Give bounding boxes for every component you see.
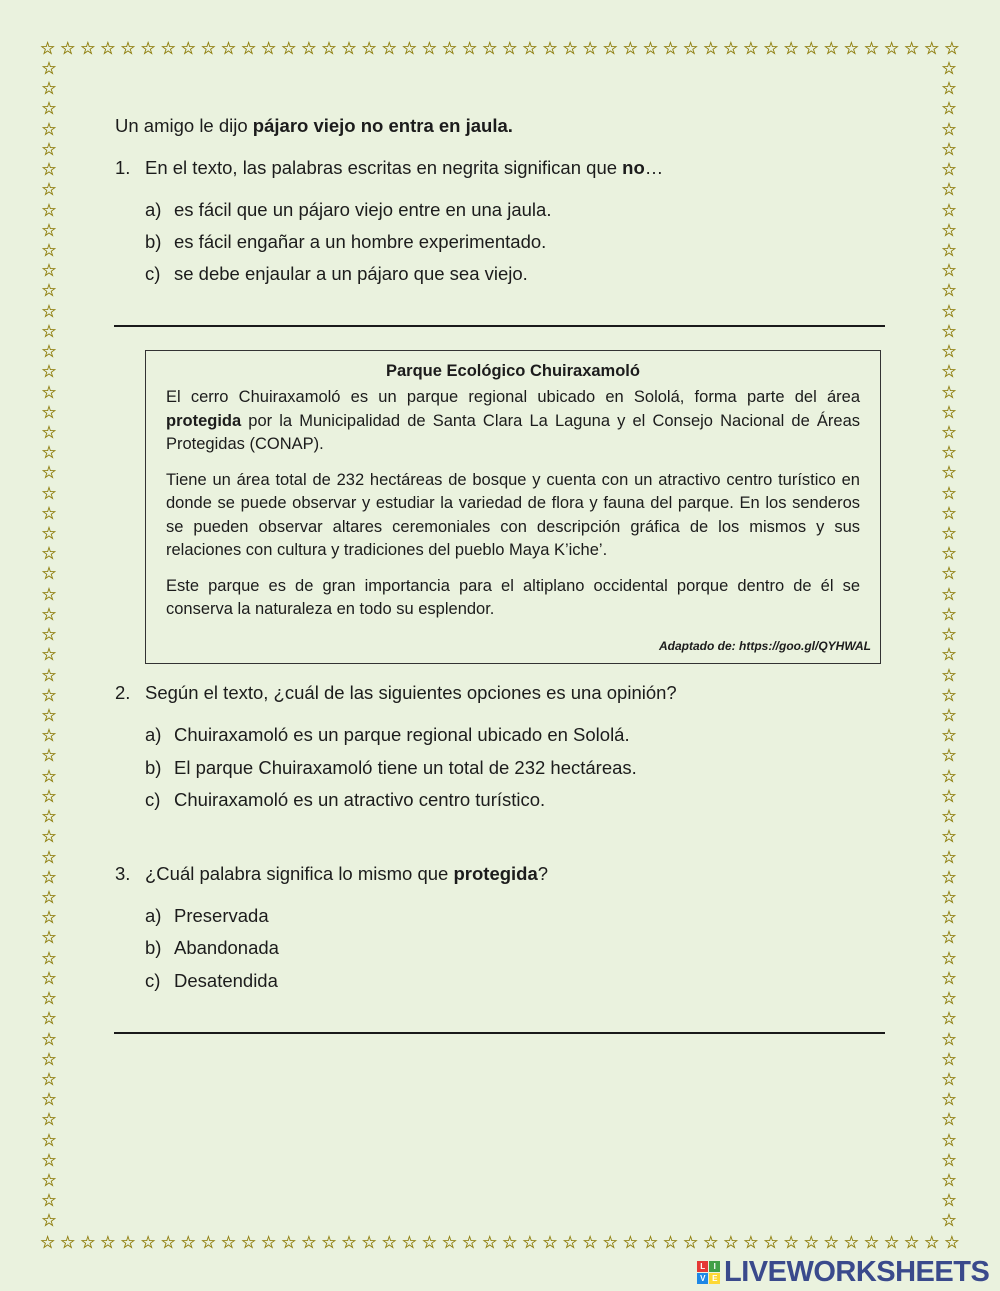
question-3 bbox=[115, 863, 548, 885]
star-icon: ☆ bbox=[321, 1232, 337, 1252]
star-icon: ☆ bbox=[941, 301, 957, 321]
star-icon: ☆ bbox=[220, 1232, 237, 1252]
star-icon: ☆ bbox=[622, 38, 638, 58]
star-icon: ☆ bbox=[941, 786, 957, 806]
star-icon: ☆ bbox=[100, 38, 116, 58]
star-icon: ☆ bbox=[924, 1232, 940, 1252]
star-icon: ☆ bbox=[542, 38, 558, 58]
star-icon: ☆ bbox=[743, 1232, 759, 1252]
star-icon: ☆ bbox=[41, 483, 57, 503]
star-icon: ☆ bbox=[941, 402, 957, 422]
reading-title: Parque Ecológico Chuiraxamoló bbox=[386, 362, 640, 380]
option-letter: b) bbox=[145, 757, 162, 778]
star-icon: ☆ bbox=[41, 220, 57, 240]
star-icon: ☆ bbox=[941, 1211, 957, 1231]
star-icon: ☆ bbox=[941, 139, 957, 159]
logo-icon-cell: I bbox=[709, 1261, 720, 1272]
star-icon: ☆ bbox=[41, 1029, 57, 1049]
star-icon: ☆ bbox=[941, 928, 957, 948]
star-icon: ☆ bbox=[941, 1130, 957, 1150]
star-icon: ☆ bbox=[100, 1232, 116, 1252]
question-3-option-b[interactable] bbox=[145, 937, 279, 959]
star-icon: ☆ bbox=[542, 1232, 558, 1252]
star-icon: ☆ bbox=[41, 706, 57, 725]
star-icon: ☆ bbox=[863, 1232, 880, 1252]
star-icon: ☆ bbox=[41, 604, 57, 624]
option-letter: b) bbox=[145, 231, 162, 252]
star-icon: ☆ bbox=[40, 1232, 56, 1252]
reading-box bbox=[145, 350, 881, 664]
star-icon: ☆ bbox=[41, 726, 57, 746]
star-icon: ☆ bbox=[361, 38, 377, 58]
star-icon: ☆ bbox=[180, 1232, 196, 1252]
question-1-option-b[interactable] bbox=[145, 231, 546, 253]
star-icon: ☆ bbox=[941, 766, 957, 786]
star-icon: ☆ bbox=[944, 38, 960, 58]
star-icon: ☆ bbox=[40, 38, 56, 58]
star-icon: ☆ bbox=[783, 1232, 799, 1252]
star-icon: ☆ bbox=[160, 38, 176, 58]
star-icon: ☆ bbox=[301, 38, 317, 58]
star-icon: ☆ bbox=[522, 1232, 538, 1252]
star-icon: ☆ bbox=[140, 38, 156, 58]
option-text: Chuiraxamoló es un parque regional ubicado en Sololá. bbox=[174, 724, 630, 745]
star-icon: ☆ bbox=[941, 261, 957, 281]
star-icon: ☆ bbox=[941, 422, 957, 442]
star-icon: ☆ bbox=[823, 38, 839, 58]
star-icon: ☆ bbox=[200, 38, 216, 58]
star-icon: ☆ bbox=[803, 1232, 819, 1252]
star-icon: ☆ bbox=[140, 1232, 156, 1252]
question-number: 3. bbox=[115, 863, 131, 884]
star-icon: ☆ bbox=[941, 847, 957, 867]
star-icon: ☆ bbox=[41, 645, 57, 665]
star-icon: ☆ bbox=[41, 564, 57, 584]
star-icon: ☆ bbox=[941, 1110, 957, 1130]
reading-paragraph-3: Este parque es de gran importancia para el altiplano occidental porque dentro de él se conserva la naturaleza en todo su esplendor. bbox=[166, 576, 860, 618]
star-icon: ☆ bbox=[883, 38, 900, 58]
star-icon: ☆ bbox=[941, 685, 957, 705]
logo-icon-cell: E bbox=[709, 1273, 720, 1284]
star-icon: ☆ bbox=[41, 240, 57, 260]
star-icon: ☆ bbox=[41, 281, 57, 301]
star-icon: ☆ bbox=[723, 1232, 739, 1252]
star-icon: ☆ bbox=[60, 38, 76, 58]
star-icon: ☆ bbox=[240, 1232, 257, 1252]
star-icon: ☆ bbox=[41, 362, 57, 382]
star-icon: ☆ bbox=[41, 766, 57, 786]
star-icon: ☆ bbox=[622, 1232, 638, 1252]
reading-paragraph-1 bbox=[166, 386, 860, 457]
star-icon: ☆ bbox=[41, 524, 57, 544]
divider-2 bbox=[114, 1032, 885, 1034]
star-icon: ☆ bbox=[482, 38, 498, 58]
star-icon: ☆ bbox=[41, 261, 57, 281]
star-icon: ☆ bbox=[41, 1049, 57, 1069]
option-letter: c) bbox=[145, 263, 161, 284]
star-icon: ☆ bbox=[41, 119, 57, 139]
star-icon: ☆ bbox=[941, 1090, 957, 1110]
star-icon: ☆ bbox=[941, 584, 957, 604]
star-icon: ☆ bbox=[421, 1232, 438, 1252]
star-icon: ☆ bbox=[461, 38, 478, 58]
star-icon: ☆ bbox=[562, 1232, 578, 1252]
star-icon: ☆ bbox=[723, 38, 739, 58]
star-icon: ☆ bbox=[261, 38, 277, 58]
star-icon: ☆ bbox=[602, 1232, 618, 1252]
star-icon: ☆ bbox=[41, 1009, 57, 1029]
star-icon: ☆ bbox=[281, 38, 297, 58]
star-icon: ☆ bbox=[941, 382, 957, 402]
star-icon: ☆ bbox=[41, 321, 57, 341]
star-icon: ☆ bbox=[941, 1029, 957, 1049]
star-icon: ☆ bbox=[281, 1232, 297, 1252]
star-icon: ☆ bbox=[941, 281, 957, 301]
star-icon: ☆ bbox=[361, 1232, 377, 1252]
star-icon: ☆ bbox=[381, 38, 397, 58]
star-icon: ☆ bbox=[941, 706, 957, 725]
border-right-stars bbox=[939, 60, 959, 1230]
question-3-option-a[interactable] bbox=[145, 905, 269, 927]
border-left-stars bbox=[39, 60, 59, 1230]
star-icon: ☆ bbox=[41, 968, 57, 988]
question-2-option-a[interactable] bbox=[145, 724, 630, 746]
reading-p1-after: por la Municipalidad de Santa Clara La Laguna y el Consejo Nacional de Áreas Protegidas (CONAP). bbox=[166, 411, 860, 453]
star-icon: ☆ bbox=[341, 38, 357, 58]
star-icon: ☆ bbox=[261, 1232, 277, 1252]
star-icon: ☆ bbox=[41, 928, 57, 948]
star-icon: ☆ bbox=[381, 1232, 397, 1252]
star-icon: ☆ bbox=[41, 1150, 57, 1170]
star-icon: ☆ bbox=[941, 807, 957, 827]
reading-paragraph-2: Tiene un área total de 232 hectáreas de bosque y cuenta con un atractivo centro turístico en donde se puede observar y estudiar la variedad de flora y fauna del parque. En los senderos se pueden observar altares ceremoniales con descripción gráfica de los mismos y sus relaciones con cultura y tradiciones del pueblo Maya K’iche’. bbox=[166, 470, 860, 559]
intro-proverb: pájaro viejo no entra en jaula. bbox=[252, 115, 513, 136]
question-2 bbox=[115, 682, 677, 704]
star-icon: ☆ bbox=[41, 887, 57, 907]
star-icon: ☆ bbox=[482, 1232, 498, 1252]
star-icon: ☆ bbox=[321, 38, 337, 58]
star-icon: ☆ bbox=[41, 584, 57, 604]
star-icon: ☆ bbox=[41, 867, 57, 887]
star-icon: ☆ bbox=[401, 38, 417, 58]
star-icon: ☆ bbox=[41, 908, 57, 928]
star-icon: ☆ bbox=[41, 1110, 57, 1130]
question-3-bold: protegida bbox=[453, 863, 538, 884]
star-icon: ☆ bbox=[642, 1232, 659, 1252]
star-icon: ☆ bbox=[683, 1232, 699, 1252]
star-icon: ☆ bbox=[803, 38, 819, 58]
star-icon: ☆ bbox=[41, 139, 57, 159]
star-icon: ☆ bbox=[41, 59, 57, 78]
star-icon: ☆ bbox=[41, 99, 57, 119]
star-icon: ☆ bbox=[41, 443, 57, 463]
star-icon: ☆ bbox=[823, 1232, 839, 1252]
star-icon: ☆ bbox=[941, 321, 957, 341]
star-icon: ☆ bbox=[120, 38, 136, 58]
star-icon: ☆ bbox=[41, 503, 57, 523]
star-icon: ☆ bbox=[522, 38, 538, 58]
star-icon: ☆ bbox=[941, 1191, 957, 1211]
star-icon: ☆ bbox=[160, 1232, 176, 1252]
star-icon: ☆ bbox=[941, 746, 957, 766]
star-icon: ☆ bbox=[941, 948, 957, 968]
star-icon: ☆ bbox=[941, 827, 957, 847]
star-icon: ☆ bbox=[41, 827, 57, 847]
star-icon: ☆ bbox=[941, 160, 957, 180]
star-icon: ☆ bbox=[41, 665, 57, 685]
star-icon: ☆ bbox=[941, 342, 957, 362]
star-icon: ☆ bbox=[941, 220, 957, 240]
star-icon: ☆ bbox=[41, 625, 57, 645]
question-3-option-c[interactable] bbox=[145, 970, 278, 992]
star-icon: ☆ bbox=[941, 463, 957, 483]
star-icon: ☆ bbox=[863, 38, 880, 58]
star-icon: ☆ bbox=[41, 200, 57, 220]
star-icon: ☆ bbox=[783, 38, 799, 58]
star-icon: ☆ bbox=[941, 908, 957, 928]
star-icon: ☆ bbox=[941, 180, 957, 200]
star-icon: ☆ bbox=[41, 180, 57, 200]
star-icon: ☆ bbox=[200, 1232, 216, 1252]
intro-prefix: Un amigo le dijo bbox=[115, 115, 253, 136]
question-1-option-a[interactable] bbox=[145, 199, 551, 221]
star-icon: ☆ bbox=[301, 1232, 317, 1252]
question-2-option-c[interactable] bbox=[145, 789, 545, 811]
star-icon: ☆ bbox=[80, 1232, 96, 1252]
star-icon: ☆ bbox=[41, 463, 57, 483]
star-icon: ☆ bbox=[120, 1232, 136, 1252]
option-letter: c) bbox=[145, 970, 161, 991]
star-icon: ☆ bbox=[941, 1009, 957, 1029]
star-icon: ☆ bbox=[341, 1232, 357, 1252]
star-icon: ☆ bbox=[41, 1211, 57, 1231]
star-icon: ☆ bbox=[941, 968, 957, 988]
star-icon: ☆ bbox=[41, 948, 57, 968]
star-icon: ☆ bbox=[941, 524, 957, 544]
star-icon: ☆ bbox=[80, 38, 96, 58]
star-icon: ☆ bbox=[683, 38, 699, 58]
star-icon: ☆ bbox=[441, 1232, 458, 1252]
star-icon: ☆ bbox=[763, 38, 779, 58]
option-text: es fácil engañar a un hombre experimentado. bbox=[174, 231, 547, 252]
star-icon: ☆ bbox=[461, 1232, 478, 1252]
star-icon: ☆ bbox=[41, 160, 57, 180]
star-icon: ☆ bbox=[41, 342, 57, 362]
question-number: 1. bbox=[115, 157, 131, 178]
star-icon: ☆ bbox=[41, 1171, 57, 1191]
star-icon: ☆ bbox=[41, 1090, 57, 1110]
star-icon: ☆ bbox=[941, 726, 957, 746]
star-icon: ☆ bbox=[602, 38, 618, 58]
star-icon: ☆ bbox=[763, 1232, 779, 1252]
option-text: se debe enjaular a un pájaro que sea viejo. bbox=[174, 263, 528, 284]
star-icon: ☆ bbox=[941, 503, 957, 523]
star-icon: ☆ bbox=[41, 79, 57, 99]
option-letter: b) bbox=[145, 937, 162, 958]
star-icon: ☆ bbox=[941, 645, 957, 665]
star-icon: ☆ bbox=[41, 1191, 57, 1211]
question-number: 2. bbox=[115, 682, 131, 703]
star-icon: ☆ bbox=[941, 564, 957, 584]
star-icon: ☆ bbox=[502, 38, 518, 58]
star-icon: ☆ bbox=[941, 443, 957, 463]
star-icon: ☆ bbox=[941, 362, 957, 382]
reading-p1-before: El cerro Chuiraxamoló es un parque regional ubicado en Sololá, forma parte del área bbox=[166, 388, 860, 406]
star-icon: ☆ bbox=[41, 989, 57, 1009]
star-icon: ☆ bbox=[924, 38, 940, 58]
star-icon: ☆ bbox=[843, 1232, 859, 1252]
star-icon: ☆ bbox=[941, 200, 957, 220]
question-3-suffix: ? bbox=[537, 863, 549, 884]
question-2-text: Según el texto, ¿cuál de las siguientes opciones es una opinión? bbox=[145, 682, 677, 703]
star-icon: ☆ bbox=[662, 38, 679, 58]
star-icon: ☆ bbox=[401, 1232, 417, 1252]
star-icon: ☆ bbox=[904, 1232, 920, 1252]
star-icon: ☆ bbox=[562, 38, 578, 58]
option-text: El parque Chuiraxamoló tiene un total de 232 hectáreas. bbox=[174, 757, 637, 778]
question-1-prefix: En el texto, las palabras escritas en negrita significan que bbox=[145, 157, 623, 178]
star-icon: ☆ bbox=[941, 1150, 957, 1170]
star-icon: ☆ bbox=[41, 786, 57, 806]
star-icon: ☆ bbox=[941, 483, 957, 503]
star-icon: ☆ bbox=[180, 38, 196, 58]
star-icon: ☆ bbox=[441, 38, 458, 58]
star-icon: ☆ bbox=[220, 38, 237, 58]
star-icon: ☆ bbox=[41, 746, 57, 766]
star-icon: ☆ bbox=[941, 665, 957, 685]
star-icon: ☆ bbox=[41, 685, 57, 705]
logo-text: LIVEWORKSHEETS bbox=[724, 1256, 990, 1288]
question-2-option-b[interactable] bbox=[145, 757, 637, 779]
divider-1 bbox=[114, 325, 885, 327]
star-icon: ☆ bbox=[41, 1130, 57, 1150]
star-icon: ☆ bbox=[883, 1232, 900, 1252]
star-icon: ☆ bbox=[941, 59, 957, 78]
logo-icon-cell: L bbox=[697, 1261, 708, 1272]
star-icon: ☆ bbox=[843, 38, 859, 58]
star-icon: ☆ bbox=[941, 1049, 957, 1069]
intro-line bbox=[115, 115, 513, 137]
star-icon: ☆ bbox=[41, 807, 57, 827]
star-icon: ☆ bbox=[582, 38, 598, 58]
star-icon: ☆ bbox=[60, 1232, 76, 1252]
star-icon: ☆ bbox=[41, 847, 57, 867]
reading-source: Adaptado de: https://goo.gl/QYHWAL bbox=[659, 639, 871, 653]
option-letter: a) bbox=[145, 724, 162, 745]
star-icon: ☆ bbox=[944, 1232, 960, 1252]
star-icon: ☆ bbox=[662, 1232, 679, 1252]
option-text: Chuiraxamoló es un atractivo centro turístico. bbox=[174, 789, 546, 810]
question-1 bbox=[115, 157, 663, 179]
star-icon: ☆ bbox=[941, 887, 957, 907]
star-icon: ☆ bbox=[941, 99, 957, 119]
star-icon: ☆ bbox=[41, 402, 57, 422]
star-icon: ☆ bbox=[703, 38, 719, 58]
option-letter: a) bbox=[145, 199, 162, 220]
question-1-bold: no bbox=[622, 157, 645, 178]
star-icon: ☆ bbox=[941, 79, 957, 99]
option-letter: c) bbox=[145, 789, 161, 810]
star-icon: ☆ bbox=[582, 1232, 598, 1252]
option-text: Desatendida bbox=[174, 970, 278, 991]
option-letter: a) bbox=[145, 905, 162, 926]
option-text: Preservada bbox=[174, 905, 269, 926]
star-icon: ☆ bbox=[941, 544, 957, 564]
star-icon: ☆ bbox=[941, 119, 957, 139]
option-text: Abandonada bbox=[174, 937, 279, 958]
star-icon: ☆ bbox=[41, 422, 57, 442]
border-top-stars bbox=[40, 38, 960, 58]
star-icon: ☆ bbox=[703, 1232, 719, 1252]
star-icon: ☆ bbox=[941, 240, 957, 260]
liveworksheets-logo[interactable] bbox=[697, 1256, 989, 1289]
star-icon: ☆ bbox=[41, 301, 57, 321]
star-icon: ☆ bbox=[41, 544, 57, 564]
star-icon: ☆ bbox=[941, 604, 957, 624]
star-icon: ☆ bbox=[41, 382, 57, 402]
question-1-suffix: … bbox=[644, 157, 664, 178]
star-icon: ☆ bbox=[941, 1069, 957, 1089]
option-text: es fácil que un pájaro viejo entre en una jaula. bbox=[174, 199, 552, 220]
star-icon: ☆ bbox=[941, 1171, 957, 1191]
star-icon: ☆ bbox=[941, 989, 957, 1009]
star-icon: ☆ bbox=[240, 38, 257, 58]
logo-icon-cell: V bbox=[697, 1273, 708, 1284]
star-icon: ☆ bbox=[941, 867, 957, 887]
question-1-option-c[interactable] bbox=[145, 263, 528, 285]
star-icon: ☆ bbox=[743, 38, 759, 58]
reading-p1-bold: protegida bbox=[166, 411, 242, 430]
border-bottom-stars bbox=[40, 1232, 960, 1252]
star-icon: ☆ bbox=[421, 38, 438, 58]
star-icon: ☆ bbox=[502, 1232, 518, 1252]
star-icon: ☆ bbox=[904, 38, 920, 58]
star-icon: ☆ bbox=[941, 625, 957, 645]
star-icon: ☆ bbox=[41, 1069, 57, 1089]
star-icon: ☆ bbox=[642, 38, 659, 58]
question-3-prefix: ¿Cuál palabra significa lo mismo que bbox=[145, 863, 454, 884]
logo-icon bbox=[697, 1261, 720, 1284]
